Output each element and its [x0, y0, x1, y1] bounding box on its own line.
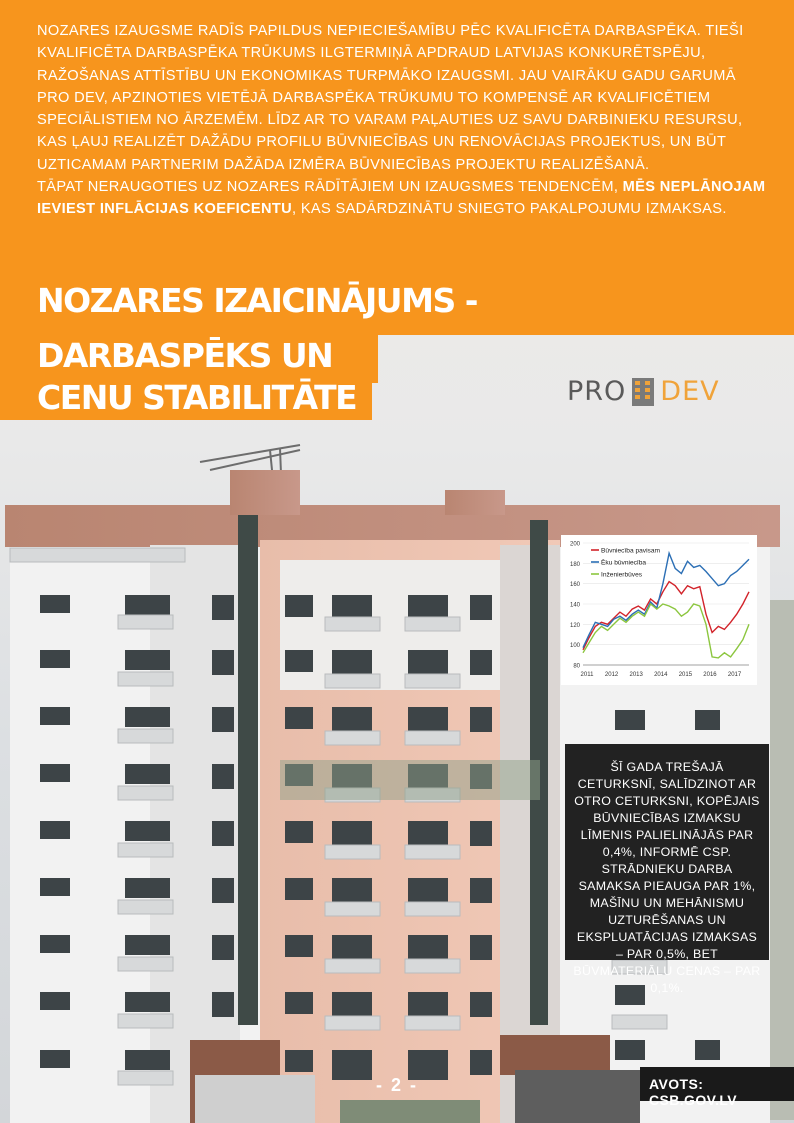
y-tick-label: 100 [569, 643, 580, 650]
x-tick-label: 2017 [727, 672, 742, 678]
series-line [583, 553, 749, 648]
x-tick-label: 2015 [678, 672, 693, 678]
y-tick-label: 180 [569, 561, 580, 568]
title-line-2 [0, 335, 378, 383]
y-tick-label: 160 [569, 582, 580, 589]
intro-inflation-statement [37, 176, 772, 221]
source-label: AVOTS: CSB.GOV.LV [640, 1067, 794, 1101]
x-tick-label: 2013 [629, 672, 643, 678]
prodev-logo [567, 375, 720, 407]
intro-paragraph: NOZARES IZAUGSME RADĪS PAPILDUS NEPIECIEŠAMĪBU PĒC KVALIFICĒTA DARBASPĒKA. TIEŠI KVALIFICĒTA DARBASPĒKA TRŪKUMS ILGTERMIŅĀ APDRAUD LATVIJAS KONKURĒTSPĒJU, RAŽOŠANAS ATTĪSTĪBU UN EKONOMIKAS TURPMĀKO IZAUGSMI. JAU VAIRĀKU GADU GARUMĀ PRO DEV, APZINOTIES VIETĒJĀ DARBASPĒKA TRŪKUMU TO KOMPENSĒ AR KVALIFICĒTIEM SPECIĀLISTIEM NO ĀRZEMĒM. LĪDZ AR TO VARAM PAĻAUTIES UZ SAVU DARBINIEKU RESURSU, KAS ĻAUJ REALIZĒT DAŽĀDU PROFILU BŪVNIECĪBAS UN RENOVĀCIJAS PROJEKTUS, UN BŪT UZTICAMAM PARTNERIM DAŽĀDA IZMĒRA BŪVNIECĪBAS PROJEKTU REALIZĒŠANĀ. [37, 23, 744, 173]
intro-line2-start: TĀPAT NERAUGOTIES UZ NOZARES RĀDĪTĀJIEM UN IZAUGSMES TENDENCĒM, [37, 179, 619, 196]
title-line-3 [0, 378, 372, 420]
legend-label: Būvniecība pavisam [601, 547, 661, 555]
y-tick-label: 140 [569, 602, 580, 609]
title-text-1: NOZARES IZAICINĀJUMS - [37, 281, 477, 320]
statistics-text: ŠĪ GADA TREŠAJĀ CETURKSNĪ, SALĪDZINOT AR OTRO CETURKSNI, KOPĒJAIS BŪVNIECĪBAS IZMAKSU LĪMENIS PALIELINĀJĀS PAR 0,4%, INFORMĒ CSP. STRĀDNIEKU DARBA SAMAKSA PIEAUGA PAR 1%, MAŠĪNU UN MEHĀNISMU UZTURĒŠANAS UN EKSPLUATĀCIJAS IZMAKSAS – PAR 0,5%, BET BŪVMATERIĀLU CENAS – PAR 0,1%. [573, 760, 761, 995]
y-tick-label: 120 [569, 622, 580, 629]
logo-text-dev: DEV [660, 375, 720, 407]
title-line-1 [0, 275, 794, 335]
title-text-2: DARBASPĒKS UN [37, 336, 333, 375]
x-tick-label: 2011 [580, 672, 594, 678]
page-number: - 2 - [375, 1075, 418, 1095]
legend-label: Inženierbūves [601, 571, 643, 579]
legend-label: Ēku būvniecība [601, 559, 647, 567]
series-line [583, 604, 749, 658]
y-tick-label: 200 [569, 541, 580, 548]
intro-line2-end: , KAS SADĀRDZINĀTU SNIEGTO PAKALPOJUMU IZMAKSAS. [292, 201, 727, 218]
x-tick-label: 2012 [604, 672, 619, 678]
title-text-3: CENU STABILITĀTE [37, 378, 357, 417]
x-tick-label: 2014 [654, 672, 668, 678]
statistics-info-box [565, 744, 769, 995]
intro-text [37, 20, 772, 221]
logo-text-pro: PRO [567, 375, 627, 407]
intro-line2-bold: MĒS NEPLĀNOJAM IEVIEST INFLĀCIJAS KOEFICENTU [37, 179, 766, 218]
cost-index-chart [561, 535, 757, 685]
building-icon [632, 376, 654, 406]
series-line [583, 582, 749, 650]
x-tick-label: 2016 [703, 672, 717, 678]
y-tick-label: 80 [573, 663, 580, 670]
chart-svg [561, 535, 757, 685]
